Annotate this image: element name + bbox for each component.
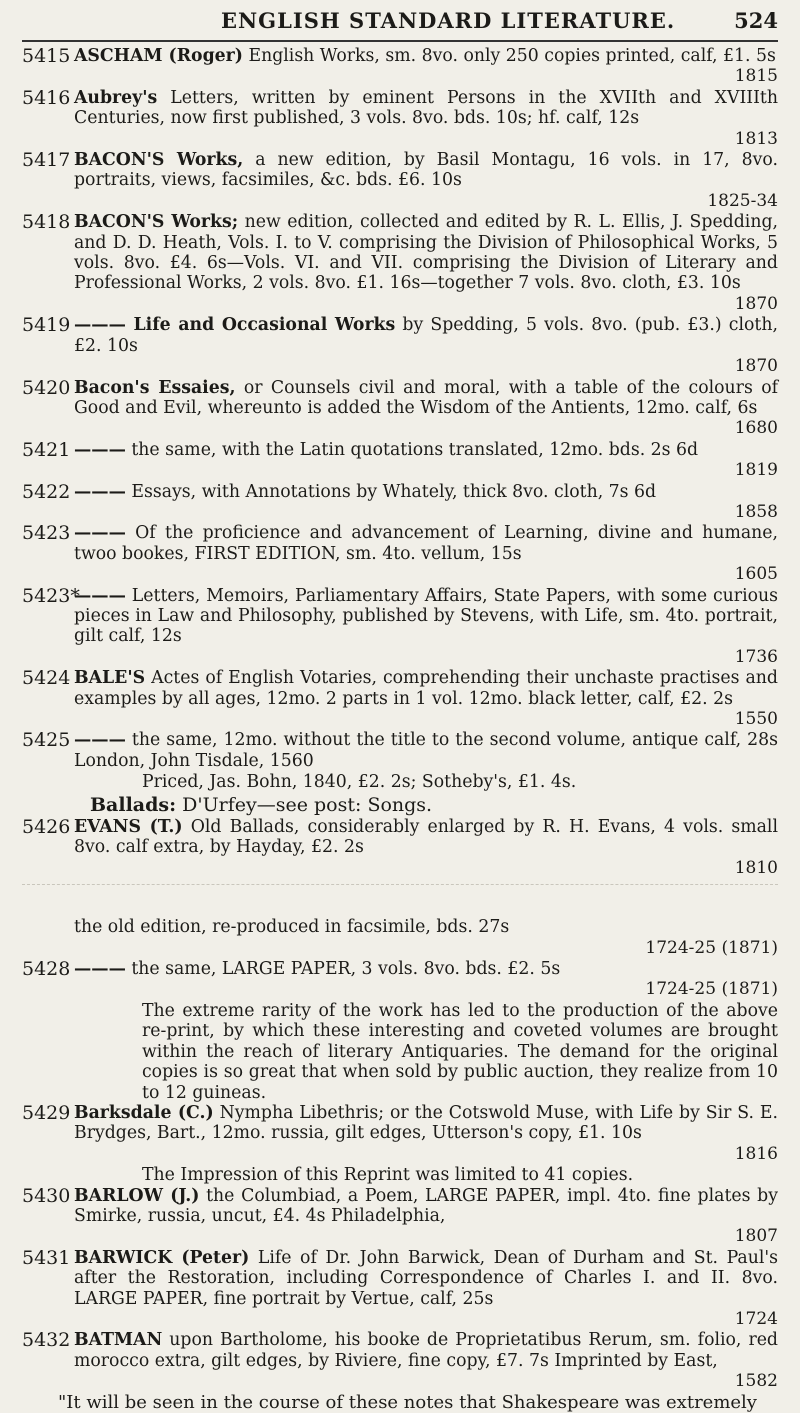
catalogue-entry [22,730,778,771]
entry-body [74,1330,778,1371]
partial-entry [22,917,778,958]
entry-heading: ——— Life and Occasional Works [74,315,396,336]
entry-date: 1825-34 [707,190,778,211]
entry-heading: BACON'S Works, [74,150,244,171]
entry-body [74,150,778,191]
entry-heading: Aubrey's [74,87,158,108]
entry-body [74,1186,778,1227]
page-header [22,8,778,38]
entry-body [74,668,778,709]
entry-number: 5425 [22,729,71,752]
entry-heading: BACON'S Works; [74,212,239,233]
partial-entry-text: the old edition, re-produced in facsimile, bds. 27s [74,917,510,938]
entry-number: 5423 [22,522,71,545]
quote-line: "It will be seen in the course of these notes that Shakespeare was extremely [58,1391,757,1413]
catalogue-entry [22,440,778,481]
entry-note: The extreme rarity of the work has led to the production of the above re-print, by which these interesting and coveted volumes are brought within the reach of literary Antiquaries. The demand for the original copies is so great that when sold by public auction, they realize from 10 to 12 guineas. [142,1000,778,1103]
entry-description: the same, LARGE PAPER, 3 vols. 8vo. bds. £2. 5s [131,959,561,980]
header-rule [22,40,778,42]
catalogue-entry [22,1330,778,1391]
catalogue-entry [22,1103,778,1164]
catalogue-entry [22,212,778,314]
entry-number: 5415 [22,45,71,67]
entry-body [74,1248,778,1309]
entry-number: 5421 [22,438,71,461]
entry-number: 5428 [22,958,71,981]
entry-date: 1736 [734,646,778,667]
entry-body [74,46,778,66]
entry-number: 5420 [22,376,71,399]
entry-date: 1810 [734,857,778,878]
catalogue-entry [22,150,778,211]
entry-number: 5422 [22,480,71,503]
entry-date: 1813 [734,128,778,149]
entry-number: 5419 [22,314,71,337]
catalogue-entry [22,315,778,376]
entry-number: 5423* [22,584,80,607]
section-heading [22,795,778,815]
entry-number: 5426 [22,816,71,839]
entry-description: Essays, with Annotations by Whately, thick 8vo. cloth, 7s 6d [131,481,657,502]
entry-date: 1724 [734,1308,778,1329]
entry-body [74,1103,778,1144]
entry-description: English Works, sm. 8vo. only 250 copies printed, calf, £1. 5s [248,46,776,66]
entry-heading: ——— [74,481,126,502]
entry-date: 1819 [734,460,778,481]
entry-body [74,378,778,419]
catalogue-entry [22,88,778,149]
catalogue-entry [22,46,778,87]
section-heading-text: D'Urfey—see post: Songs. [182,793,433,816]
entry-description: upon Bartholome, his booke de Proprietatibus Rerum, sm. folio, red morocco extra, gilt edges, by Riviere, fine copy, £7. 7s Imprinted by East, [74,1330,778,1371]
entry-date: 1724-25 (1871) [645,979,778,1000]
catalogue-entry [22,817,778,878]
entry-number: 5417 [22,149,71,172]
entry-description: Nympha Libethris; or the Cotswold Muse, with Life by Sir S. E. Brydges, Bart., 12mo. russia, gilt edges, Utterson's copy, £1. 10s [74,1102,779,1144]
entry-description: Letters, written by eminent Persons in the XVIIth and XVIIIth Centuries, now first published, 3 vols. 8vo. bds. 10s; hf. calf, 12s [74,87,779,129]
entry-body [74,482,778,502]
entry-number: 5418 [22,211,71,234]
entry-description: Life of Dr. John Barwick, Dean of Durham and St. Paul's after the Restoration, including Correspondence of Charles I. and II. 8vo. LARGE PAPER, fine portrait by Vertue, calf, 25s [74,1247,778,1309]
catalogue-entry [22,1248,778,1330]
entry-body [74,523,778,564]
torn-gap [22,884,778,913]
entry-heading: BARWICK (Peter) [74,1247,250,1268]
entry-number: 5431 [22,1246,71,1269]
entry-description: by Spedding, 5 vols. 8vo. (pub. £3.) cloth, £2. 10s [74,315,778,356]
entry-date: 1605 [734,564,778,585]
entry-date: 1582 [734,1371,778,1392]
catalogue-entry [22,586,778,668]
catalogue-entry [22,668,778,729]
entry-description: Letters, Memoirs, Parliamentary Affairs, State Papers, with some curious pieces in Law and Philosophy, published by Stevens, with Life, sm. 4to. portrait, gilt calf, 12s [74,585,778,647]
catalogue-entry [22,959,778,1000]
catalogue-entry [22,1186,778,1247]
entry-date: 1807 [734,1226,778,1247]
entry-body [74,730,778,771]
entry-date: 1816 [734,1143,778,1164]
entry-body [74,959,778,979]
entry-description: the same, with the Latin quotations translated, 12mo. bds. 2s 6d [131,439,699,460]
entry-heading: ASCHAM (Roger) [74,46,243,66]
entry-body [74,212,778,294]
entry-date: 1550 [734,709,778,729]
entry-number: 5430 [22,1184,71,1207]
entry-heading: EVANS (T.) [74,817,183,838]
entry-list [22,46,778,1413]
entry-number: 5416 [22,86,71,109]
entry-body [74,315,778,356]
entry-description: Old Ballads, considerably enlarged by R. H. Evans, 4 vols. small 8vo. calf extra, by Hayday, £2. 2s [74,817,778,858]
catalogue-entry [22,482,778,523]
entry-body [74,817,778,858]
entry-number: 5424 [22,667,71,690]
entry-date: 1870 [734,293,778,314]
entry-heading: BALE'S [74,668,146,689]
entry-description: Of the proficience and advancement of Learning, divine and humane, twoo bookes, FIRST EDITION, sm. 4to. vellum, 15s [74,523,778,564]
entry-date: 1870 [734,356,778,377]
entry-description: or Counsels civil and moral, with a table of the colours of Good and Evil, whereunto is added the Wisdom of the Antients, 12mo. calf, 6s [74,377,778,418]
entry-body [74,440,778,460]
entry-number: 5432 [22,1329,71,1352]
partial-entry-date: 1724-25 (1871) [645,937,778,958]
entry-body [74,88,778,129]
entry-heading: Barksdale (C.) [74,1102,214,1123]
entry-description: Actes of English Votaries, comprehending their unchaste practises and examples by all ages, 12mo. 2 parts in 1 vol. 12mo. black letter, calf, £2. 2s [74,668,778,709]
running-head: ENGLISH STANDARD LITERATURE. [220,8,676,33]
entry-heading: ——— [74,439,126,460]
entry-date: 1815 [734,66,778,87]
entry-date: 1680 [734,418,778,439]
section-heading-label: Ballads: [90,793,177,816]
page-number: 524 [734,8,778,33]
entry-heading: BATMAN [74,1330,163,1351]
entry-heading: BARLOW (J.) [74,1185,200,1206]
entry-description: a new edition, by Basil Montagu, 16 vols. in 17, 8vo. portraits, views, facsimiles, &c. bds. £6. 10s [74,150,778,191]
entry-description: the same, 12mo. without the title to the second volume, antique calf, 28s London, John Tisdale, 1560 [74,730,778,771]
entry-heading: ——— [74,523,126,544]
entry-heading: ——— [74,730,126,751]
entry-body [74,586,778,647]
entry-note: The Impression of this Reprint was limited to 41 copies. [142,1165,634,1186]
catalogue-entry [22,378,778,439]
entry-heading: Bacon's Essaies, [74,377,236,398]
entry-heading: ——— [74,585,126,606]
entry-description: new edition, collected and edited by R. L. Ellis, J. Spedding, and D. D. Heath, Vols. I. to V. comprising the Division of Philosophical Works, 5 vols. 8vo. £4. 6s—Vols. VI. and VII. comprising the Division of Literary and Professional Works, 2 vols. 8vo. £1. 16s—together 7 vols. 8vo. cloth, £3. 10s [74,212,779,294]
entry-date: 1858 [734,501,778,522]
entry-note: Priced, Jas. Bohn, 1840, £2. 2s; Sotheby's, £1. 4s. [142,772,577,793]
entry-heading: ——— [74,959,126,980]
entry-description: the Columbiad, a Poem, LARGE PAPER, impl. 4to. fine plates by Smirke, russia, uncut, £4. 4s Philadelphia, [74,1185,778,1226]
entry-number: 5429 [22,1101,71,1124]
catalogue-entry [22,523,778,584]
